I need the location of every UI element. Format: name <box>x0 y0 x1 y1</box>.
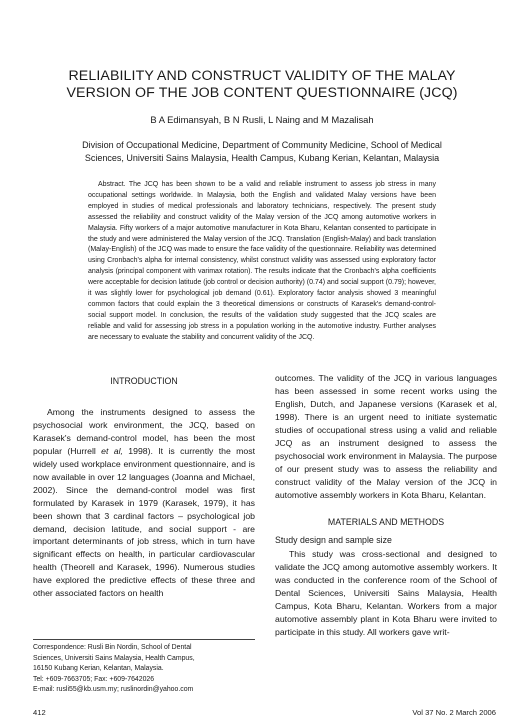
left-column <box>33 372 255 600</box>
footnote-line-2: Sciences, Universiti Sains Malaysia, Health Campus, <box>33 654 195 662</box>
methods-heading: MATERIALS AND METHODS <box>327 516 445 527</box>
intro-text-a: Among the instruments designed to assess the psychosocial work environment, the JCQ, based on Karasek's demand-control model, has been the most popular (Hurrell <box>33 406 255 456</box>
author-list: B A Edimansyah, B N Rusli, L Naing and M Mazalisah <box>150 114 374 125</box>
footnote-line-3: 16150 Kubang Kerian, Kelantan, Malaysia. <box>33 665 164 673</box>
introduction-continued: outcomes. The validity of the JCQ in various languages has been assessed in some recent works using the English, Dutch, and Japanese versions (Karasek et al, 1998). There is an urgent need to initiate systematic studies of occupational stress using a valid and reliable JCQ as an instrument designed to assess the psychosocial work environment in Malaysia. The purpose of our present study was to assess the reliability and construct validity of the Malay version of the JCQ in automotive assembly workers in Kota Bharu, Kelantan. <box>275 373 497 500</box>
footnote-divider <box>33 639 255 640</box>
introduction-paragraph <box>33 406 255 600</box>
page-number: 412 <box>33 708 46 717</box>
intro-etal: et al, <box>101 445 123 456</box>
title-line-1: RELIABILITY AND CONSTRUCT VALIDITY OF THE MALAY <box>68 68 456 84</box>
study-design-subheading: Study design and sample size <box>275 535 392 546</box>
abstract: Abstract. The JCQ has been shown to be a valid and reliable instrument to assess job stress in many occupational settings worldwide. In Malaysia, both the English and validated Malay versions have been employed in studies of medical professionals and laboratory technicians, respectively. The present study assessed the reliability and construct validity of the Malay version of the JCQ among automotive workers in Malaysia. Fifty workers of a major automotive manufacturer in Kota Bharu, Kelantan consented to participate in the study and were administered the Malay version of the JCQ. Translation (English-Malay) and back translation (Malay-English) of the JCQ was made to ensure the face validity of the questionnaire. Reliability was determined using Cronbach's alpha for internal consistency, whilst construct validity was assessed using exploratory factor analysis (principal component with varimax rotation). The results indicate that the Cronbach's alpha coefficients were acceptable for decision latitude (job control or decision authority) (0.74) and social support (0.79); however, it was slightly lower for psychological job demand (0.61). Exploratory factor analysis showed 3 meaningful common factors that could explain the 3 theoretical dimensions or constructs of Karasek's demand-control-social support model. In conclusion, the results of the validation study suggested that the JCQ scales are reliable and valid for assessing job stress in a population working in the automotive industry. Further analyses are necessary to evaluate the stability and concurrent validity of the JCQ. <box>88 181 436 341</box>
journal-reference: Vol 37 No. 2 March 2006 <box>412 708 496 717</box>
affiliation <box>40 139 484 165</box>
affiliation-line-2: Sciences, Universiti Sains Malaysia, Health Campus, Kubang Kerian, Kelantan, Malaysia <box>84 153 440 163</box>
footnote-line-5: E-mail: rusli55@kb.usm.my; ruslinordin@yahoo.com <box>33 686 194 694</box>
affiliation-line-1: Division of Occupational Medicine, Department of Community Medicine, School of Medical <box>82 140 442 150</box>
footnote-line-1: Correspondence: Rusli Bin Nordin, School of Dental <box>33 644 192 651</box>
correspondence-footnote <box>33 643 255 696</box>
intro-text-b: 1998). It is currently the most widely used workplace environment questionnaire, and is now available in over 12 languages (Joanna and Michael, 2002). Since the demand-control model was first formulated by Karasek in 1979 (Karasek, 1979), it has been shown that 3 cardinal factors – psychological job demand, decision latitude, and social support - are important determinants of job stress, which in turn have significant effects on health, in particular cardiovascular health (Theorell and Karasek, 1996). Numerous studies have explored the predictive effects of these three and other associated factors on health <box>33 445 255 599</box>
title-line-2: VERSION OF THE JOB CONTENT QUESTIONNAIRE (JCQ) <box>66 85 458 101</box>
right-column <box>275 372 497 639</box>
introduction-heading: INTRODUCTION <box>110 376 178 386</box>
paper-title <box>40 68 484 102</box>
footnote-line-4: Tel: +609-7663705; Fax: +609-7642026 <box>33 675 155 683</box>
methods-paragraph: This study was cross-sectional and designed to validate the JCQ among automotive assembly workers. It was conducted in the conference room of the School of Dental Sciences, Universiti Sains Malaysia, Health Campus, Kota Bharu, Kelantan. Workers from a major automotive assembly plant in Kota Bharu were invited to participate in this study. All workers gave writ- <box>275 549 497 638</box>
